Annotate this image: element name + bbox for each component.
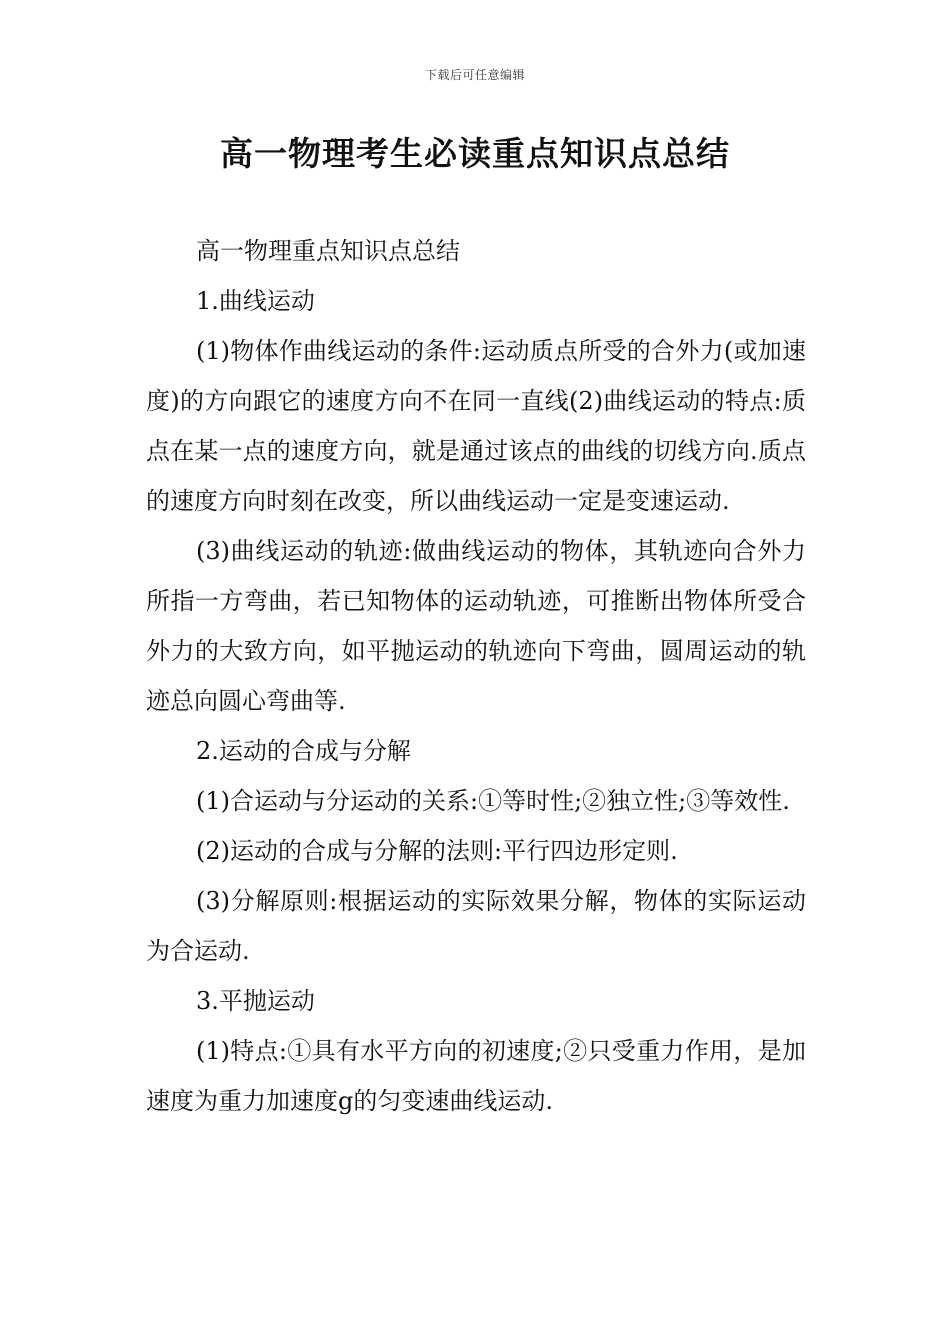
paragraph: (2)运动的合成与分解的法则:平行四边形定则. <box>196 837 678 865</box>
paragraph: (3)曲线运动的轨迹:做曲线运动的物体，其轨迹向合外力所指一方弯曲，若已知物体的运动轨迹，可推断出物体所受合外力的大致方向，如平抛运动的轨迹向下弯曲，圆周运动的轨迹总向圆心弯曲等. <box>146 537 806 715</box>
paragraph: (1)合运动与分运动的关系:①等时性;②独立性;③等效性. <box>196 787 790 815</box>
paragraph: (3)分解原则:根据运动的实际效果分解，物体的实际运动为合运动. <box>146 887 806 965</box>
paragraph-intro: 高一物理重点知识点总结 <box>196 237 460 265</box>
section-heading-2: 2.运动的合成与分解 <box>196 737 411 765</box>
paragraph: (1)特点:①具有水平方向的初速度;②只受重力作用，是加速度为重力加速度g的匀变速曲线运动. <box>146 1037 806 1115</box>
document-title: 高一物理考生必读重点知识点总结 <box>220 134 730 173</box>
header-note: 下载后可任意编辑 <box>424 68 525 82</box>
section-heading-1: 1.曲线运动 <box>196 287 315 315</box>
document-body <box>146 226 806 1126</box>
section-heading-3: 3.平抛运动 <box>196 987 315 1015</box>
paragraph: (1)物体作曲线运动的条件:运动质点所受的合外力(或加速度)的方向跟它的速度方向不在同一直线(2)曲线运动的特点:质点在某一点的速度方向，就是通过该点的曲线的切线方向.质点的速度方向时刻在改变，所以曲线运动一定是变速运动. <box>146 337 806 515</box>
